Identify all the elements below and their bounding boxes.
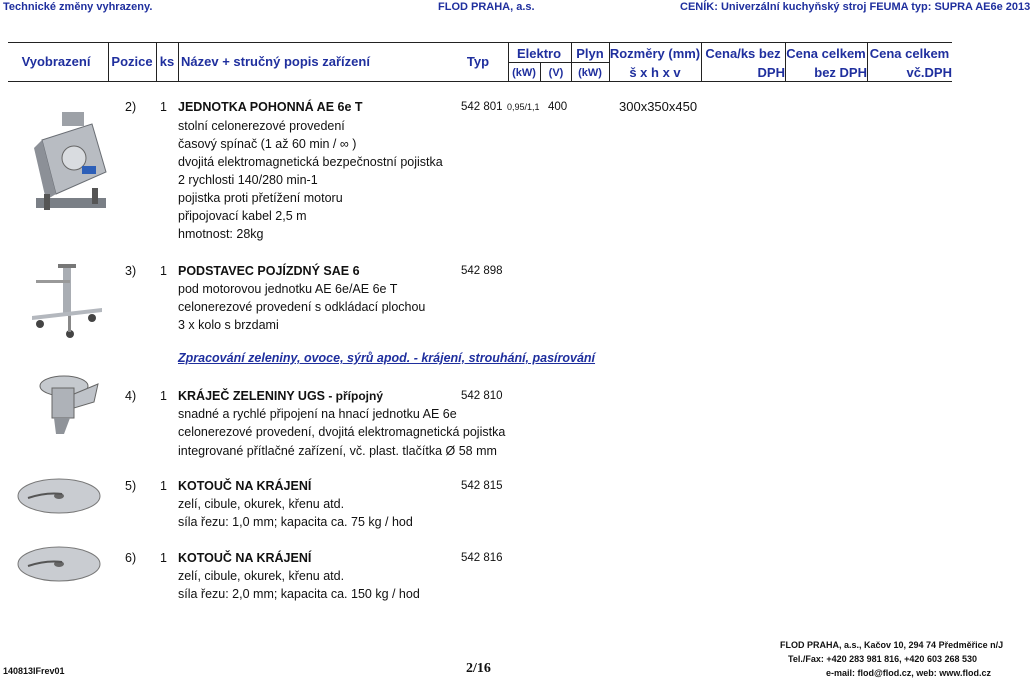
item-desc-line: pod motorovou jednotku AE 6e/AE 6e T bbox=[178, 282, 398, 296]
item-desc-line: zelí, cibule, okurek, křenu atd. bbox=[178, 569, 345, 583]
col-rozmery: Rozměry (mm) bbox=[609, 46, 701, 61]
item-desc-line: celonerezové provedení, dvojitá elektromagnetická pojistka bbox=[178, 425, 506, 439]
col-cena-celkem-vc: Cena celkem bbox=[869, 46, 950, 61]
col-plyn: Plyn bbox=[576, 46, 604, 61]
top-left-note: Technické změny vyhrazeny. bbox=[3, 1, 153, 13]
item-position: 2) bbox=[125, 100, 137, 114]
col-cena-ks-sub: DPH bbox=[757, 65, 785, 80]
footer-email-web: e-mail: flod@flod.cz, web: www.flod.cz bbox=[826, 668, 991, 678]
item-desc-line: pojistka proti přetížení motoru bbox=[178, 191, 343, 205]
col-cena-celkem-vc-sub: vč.DPH bbox=[906, 65, 952, 80]
item-code: 542 815 bbox=[461, 480, 503, 492]
item-qty: 1 bbox=[160, 551, 167, 565]
mobile-stand-image bbox=[30, 262, 104, 342]
col-ks: ks bbox=[159, 54, 175, 69]
col-plyn-kw: (kW) bbox=[578, 67, 602, 79]
item-name-suffix: - přípojný bbox=[325, 389, 384, 403]
col-cena-celkem-sub: bez DPH bbox=[814, 65, 867, 80]
item-code: 542 801 bbox=[461, 101, 503, 113]
col-vyobrazeni: Vyobrazení bbox=[21, 54, 91, 69]
item-desc-line: připojovací kabel 2,5 m bbox=[178, 209, 307, 223]
item-qty: 1 bbox=[160, 100, 167, 114]
item-desc-line: 2 rychlosti 140/280 min-1 bbox=[178, 173, 318, 187]
top-pricelist-title: CENÍK: Univerzální kuchyňský stroj FEUMA typ: SUPRA AE6e 2013 bbox=[680, 1, 1030, 13]
item-desc-line: síla řezu: 1,0 mm; kapacita ca. 75 kg / hod bbox=[178, 515, 413, 529]
col-cena-celkem: Cena celkem bbox=[786, 46, 866, 61]
item-voltage: 400 bbox=[548, 101, 568, 113]
table-header bbox=[8, 42, 952, 82]
item-desc-line: dvojitá elektromagnetická bezpečnostní pojistka bbox=[178, 155, 443, 169]
col-pozice: Pozice bbox=[111, 54, 153, 69]
item-position: 4) bbox=[125, 389, 137, 403]
item-position: 5) bbox=[125, 479, 137, 493]
item-name: KOTOUČ NA KRÁJENÍ bbox=[178, 479, 312, 493]
item-position: 6) bbox=[125, 551, 137, 565]
col-cena-ks: Cena/ks bez bbox=[705, 46, 781, 61]
item-name: KOTOUČ NA KRÁJENÍ bbox=[178, 551, 312, 565]
drive-unit-image bbox=[32, 110, 112, 216]
col-elektro-kw: (kW) bbox=[512, 67, 536, 79]
col-nazev: Název + stručný popis zařízení bbox=[181, 54, 370, 69]
item-desc-line: hmotnost: 28kg bbox=[178, 227, 264, 241]
item-desc-line: zelí, cibule, okurek, křenu atd. bbox=[178, 497, 345, 511]
col-elektro: Elektro bbox=[516, 46, 562, 61]
item-name: KRÁJEČ ZELENINY UGS bbox=[178, 389, 326, 403]
item-dimensions: 300x350x450 bbox=[619, 99, 698, 114]
item-desc-line: integrované přítlačné zařízení, vč. plast. tlačítka Ø 58 mm bbox=[178, 444, 497, 458]
item-code: 542 898 bbox=[461, 265, 503, 277]
item-name: PODSTAVEC POJÍZDNÝ SAE 6 bbox=[178, 264, 360, 278]
item-name: JEDNOTKA POHONNÁ AE 6e T bbox=[178, 100, 363, 114]
item-desc-line: snadné a rychlé připojení na hnací jednotku AE 6e bbox=[178, 407, 457, 421]
item-desc-line: 3 x kolo s brzdami bbox=[178, 318, 279, 332]
col-rozmery-sub: š x h x v bbox=[629, 65, 681, 80]
top-company: FLOD PRAHA, a.s. bbox=[438, 1, 535, 13]
item-desc-line: síla řezu: 2,0 mm; kapacita ca. 150 kg / hod bbox=[178, 587, 420, 601]
item-desc-line: celonerezové provedení s odkládací plochou bbox=[178, 300, 426, 314]
document-code: 140813IFrev01 bbox=[3, 666, 65, 676]
item-qty: 1 bbox=[160, 479, 167, 493]
item-power-kw: 0,95/1,1 bbox=[507, 102, 540, 112]
footer-company-address: FLOD PRAHA, a.s., Kačov 10, 294 74 Předměřice n/J bbox=[780, 640, 1004, 650]
section-title: Zpracování zeleniny, ovoce, sýrů apod. - krájení, strouhání, pasírování bbox=[178, 351, 596, 365]
col-elektro-v: (V) bbox=[548, 67, 564, 79]
item-qty: 1 bbox=[160, 389, 167, 403]
vegetable-cutter-image bbox=[34, 368, 100, 436]
item-qty: 1 bbox=[160, 264, 167, 278]
col-typ: Typ bbox=[466, 54, 490, 69]
item-desc-line: stolní celonerezové provedení bbox=[178, 119, 345, 133]
footer-phone: Tel./Fax: +420 283 981 816, +420 603 268 530 bbox=[788, 654, 977, 664]
slicing-disc-2mm-image bbox=[16, 544, 102, 584]
item-desc-line: časový spínač (1 až 60 min / ∞ ) bbox=[178, 137, 357, 151]
item-position: 3) bbox=[125, 264, 137, 278]
slicing-disc-1mm-image bbox=[16, 476, 102, 516]
item-name-wrap bbox=[178, 387, 383, 405]
page-number: 2/16 bbox=[466, 661, 491, 676]
item-code: 542 810 bbox=[461, 390, 503, 402]
item-code: 542 816 bbox=[461, 552, 503, 564]
